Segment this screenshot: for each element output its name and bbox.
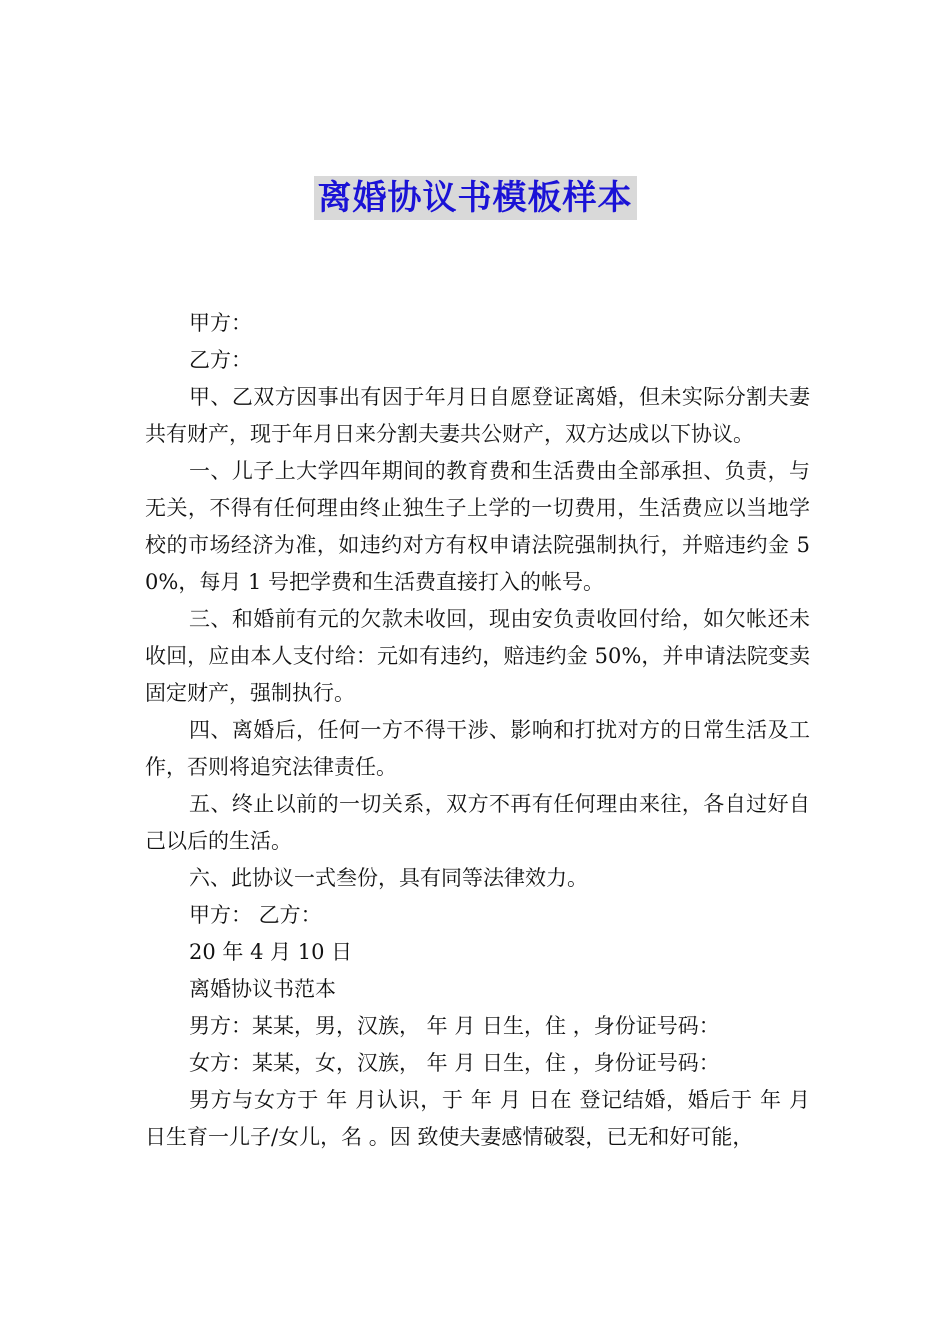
paragraph-female-party: 女方：某某，女，汉族， 年 月 日生，住 ，身份证号码： [189,1051,720,1075]
paragraph-clause-1: 一、儿子上大学四年期间的教育费和生活费由全部承担、负责，与无关，不得有任何理由终止独生子上学的一切费用，生活费应以当地学校的市场经济为准，如违约对方有权申请法院强制执行，并赔违约金 50%，每月 1 号把学费和生活费直接打入的帐号。 [145,459,810,594]
paragraph-male-party: 男方：某某，男，汉族， 年 月 日生，住 ，身份证号码： [189,1014,720,1038]
paragraph-intro: 甲、乙双方因事出有因于年月日自愿登证离婚，但未实际分割夫妻共有财产，现于年月日来分割夫妻共公财产，双方达成以下协议。 [145,385,810,446]
document-title: 离婚协议书模板样本 [314,176,637,220]
paragraph-signatures: 甲方： 乙方： [189,903,322,927]
paragraph-marriage-history: 男方与女方于 年 月认识，于 年 月 日在 登记结婚，婚后于 年 月 日生育一儿子/女儿，名 。因 致使夫妻感情破裂，已无和好可能， [145,1088,810,1149]
paragraph-party-b: 乙方： [189,348,252,372]
paragraph-clause-6: 六、此协议一式叁份，具有同等法律效力。 [189,866,588,890]
paragraph-section-heading: 离婚协议书范本 [189,977,336,1001]
title-container [0,176,950,220]
paragraph-clause-5: 五、终止以前的一切关系，双方不再有任何理由来往，各自过好自己以后的生活。 [145,792,810,853]
paragraph-party-a: 甲方： [189,311,252,335]
document-body [145,305,810,1156]
paragraph-date: 20 年 4 月 10 日 [189,940,353,964]
paragraph-clause-4: 四、离婚后，任何一方不得干涉、影响和打扰对方的日常生活及工作，否则将追究法律责任。 [145,718,810,779]
paragraph-clause-3: 三、和婚前有元的欠款未收回，现由安负责收回付给，如欠帐还未收回，应由本人支付给：元如有违约，赔违约金 50%，并申请法院变卖固定财产，强制执行。 [145,607,810,705]
